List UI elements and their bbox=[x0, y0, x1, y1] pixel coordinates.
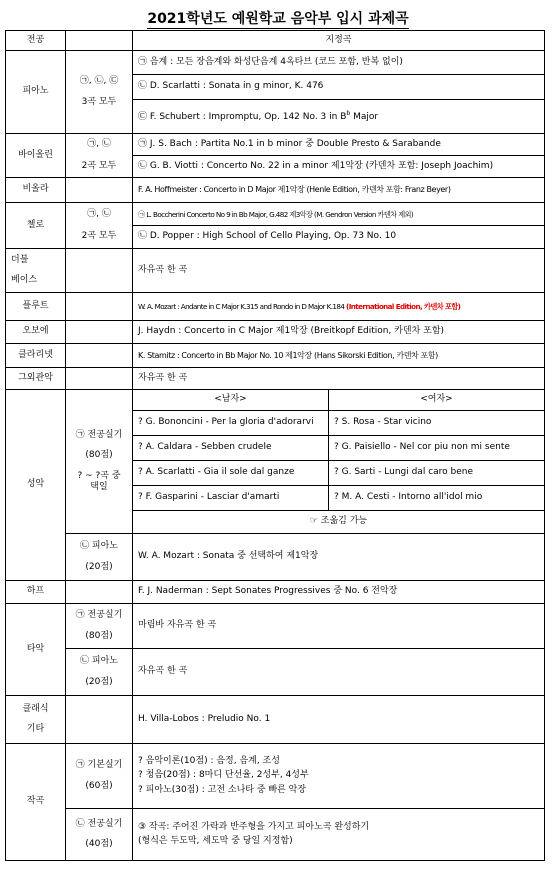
violin-piece-2: ㉡ G. B. Viotti : Concerto No. 22 in a minor 제1악장 (카덴차 포함: Joseph Joachim) bbox=[133, 156, 545, 178]
header-row bbox=[6, 31, 545, 51]
violin-rule: ㉠, ㉡ 2곡 모두 bbox=[66, 134, 133, 178]
voice-row bbox=[6, 390, 545, 411]
voice-male-song: ? F. Gasparini - Lasciar d'amarti bbox=[133, 486, 329, 511]
oboe-major-label: 오보에 bbox=[6, 321, 66, 344]
voice-female-song: ? G. Paisiello - Nel cor piu non mi sente bbox=[329, 436, 545, 461]
oboe-piece: J. Haydn : Concerto in C Major 제1악장 (Breitkopf Edition, 카덴차 포함) bbox=[133, 321, 545, 344]
voice-female-song: ? S. Rosa - Star vicino bbox=[329, 411, 545, 436]
voice-piano-piece: W. A. Mozart : Sonata 중 선택하여 제1악장 bbox=[133, 534, 545, 581]
percussion-major-label: 타악 bbox=[6, 604, 66, 696]
double-bass-row bbox=[6, 249, 545, 293]
viola-major-label: 비올라 bbox=[6, 178, 66, 203]
oboe-row bbox=[6, 321, 545, 344]
cello-rule: ㉠, ㉡ 2곡 모두 bbox=[66, 203, 133, 249]
piano-rule: ㉠, ㉡, ㉢ 3곡 모두 bbox=[66, 51, 133, 134]
guitar-piece: H. Villa-Lobos : Preludio No. 1 bbox=[133, 696, 545, 744]
harp-piece: F. J. Naderman : Sept Sonates Progressives 중 No. 6 전악장 bbox=[133, 581, 545, 604]
voice-female-song: ? G. Sarti - Lungi dal caro bene bbox=[329, 461, 545, 486]
viola-piece: F. A. Hoffmeister : Concerto in D Major 제1악장 (Henle Edition, 카덴차 포함: Franz Beyer) bbox=[133, 178, 545, 203]
harp-row bbox=[6, 581, 545, 604]
clarinet-major-label: 클라리넷 bbox=[6, 344, 66, 368]
voice-major-label: 성악 bbox=[6, 390, 66, 581]
composition-basic-practical: ㉠ 기본실기 (60점) bbox=[66, 744, 133, 809]
header-pieces: 지정곡 bbox=[133, 31, 545, 51]
composition-row bbox=[6, 744, 545, 809]
composition-basic-items: ? 음악이론(10점) : 음정, 음계, 조성 ? 청음(20점) : 8마디 단선율, 2성부, 4성부 ? 피아노(30점) : 고전 소나타 중 빠른 악장 bbox=[133, 744, 545, 809]
voice-male-song: ? A. Caldara - Sebben crudele bbox=[133, 436, 329, 461]
piano-major-label: 피아노 bbox=[6, 51, 66, 134]
flute-edition-note: (International Edition, 카덴차 포함) bbox=[346, 302, 461, 311]
voice-male-song: ? A. Scarlatti - Gia il sole dal ganze bbox=[133, 461, 329, 486]
flute-piece: W. A. Mozart : Andante in C Major K.315 and Rondo in D Major K.184 (International Edition, 카덴차 포함) bbox=[133, 293, 545, 321]
composition-major-label: 작곡 bbox=[6, 744, 66, 861]
guitar-major-label: 클래식 기타 bbox=[6, 696, 66, 744]
voice-transpose-note: ☞ 조옮김 가능 bbox=[133, 511, 545, 534]
composition-major-items: ③ 작곡: 주어진 가락과 반주형을 가지고 피아노곡 완성하기 (형식은 두도막, 세도막 중 당일 지정함) bbox=[133, 809, 545, 861]
voice-piano-label: ㉡ 피아노 (20점) bbox=[66, 534, 133, 581]
double-bass-piece: 자유곡 한 곡 bbox=[133, 249, 545, 293]
other-winds-piece: 자유곡 한 곡 bbox=[133, 368, 545, 390]
voice-female-header: <여자> bbox=[329, 390, 545, 411]
voice-piano-row bbox=[6, 534, 545, 581]
double-bass-major-label: 더블 베이스 bbox=[6, 249, 66, 293]
piano-piece-2: ㉡ D. Scarlatti : Sonata in g minor, K. 476 bbox=[133, 75, 545, 100]
guitar-row bbox=[6, 696, 545, 744]
flute-major-label: 플루트 bbox=[6, 293, 66, 321]
audition-pieces-table bbox=[5, 30, 545, 861]
viola-row bbox=[6, 178, 545, 203]
voice-female-song: ? M. A. Cesti - Intorno all'idol mio bbox=[329, 486, 545, 511]
harp-major-label: 하프 bbox=[6, 581, 66, 604]
other-winds-major-label: 그외관악 bbox=[6, 368, 66, 390]
header-major: 전공 bbox=[6, 31, 66, 51]
composition-major-practical: ㉡ 전공실기 (40점) bbox=[66, 809, 133, 861]
cello-major-label: 첼로 bbox=[6, 203, 66, 249]
piano-piece-3: ㉢ F. Schubert : Impromptu, Op. 142 No. 3 in $B^b$ Major bbox=[133, 100, 545, 134]
cello-piece-2: ㉡ D. Popper : High School of Cello Playing, Op. 73 No. 10 bbox=[133, 226, 545, 249]
piano-row bbox=[6, 51, 545, 75]
page-title: 2021학년도 예원학교 음악부 입시 과제곡 bbox=[147, 11, 409, 27]
flute-row bbox=[6, 293, 545, 321]
percussion-row bbox=[6, 604, 545, 649]
violin-row bbox=[6, 134, 545, 156]
voice-male-song: ? G. Bononcini - Per la gloria d'adorarvi bbox=[133, 411, 329, 436]
clarinet-piece: K. Stamitz : Concerto in Bb Major No. 10 제1악장 (Hans Sikorski Edition, 카덴차 포함) bbox=[133, 344, 545, 368]
percussion-piano-piece: 자유곡 한 곡 bbox=[133, 649, 545, 696]
percussion-piano-label: ㉡ 피아노 (20점) bbox=[66, 649, 133, 696]
cello-piece-1: ㉠ L. Boccherini Concerto No 9 in Bb Major, G.482 제3악장 (M. Gendron Version 카덴차 제외) bbox=[133, 203, 545, 226]
voice-male-header: <남자> bbox=[133, 390, 329, 411]
cello-row bbox=[6, 203, 545, 226]
violin-piece-1: ㉠ J. S. Bach : Partita No.1 in b minor 중 Double Presto & Sarabande bbox=[133, 134, 545, 156]
percussion-major-practical: ㉠ 전공실기 (80점) bbox=[66, 604, 133, 649]
voice-major-practical: ㉠ 전공실기 (80점) ? ~ ?곡 중 택일 bbox=[66, 390, 133, 534]
piano-piece-1: ㉠ 음계 : 모든 장음계와 화성단음계 4옥타브 (코드 포함, 반복 없이) bbox=[133, 51, 545, 75]
violin-major-label: 바이올린 bbox=[6, 134, 66, 178]
other-winds-row bbox=[6, 368, 545, 390]
clarinet-row bbox=[6, 344, 545, 368]
percussion-major-piece: 마림바 자유곡 한 곡 bbox=[133, 604, 545, 649]
